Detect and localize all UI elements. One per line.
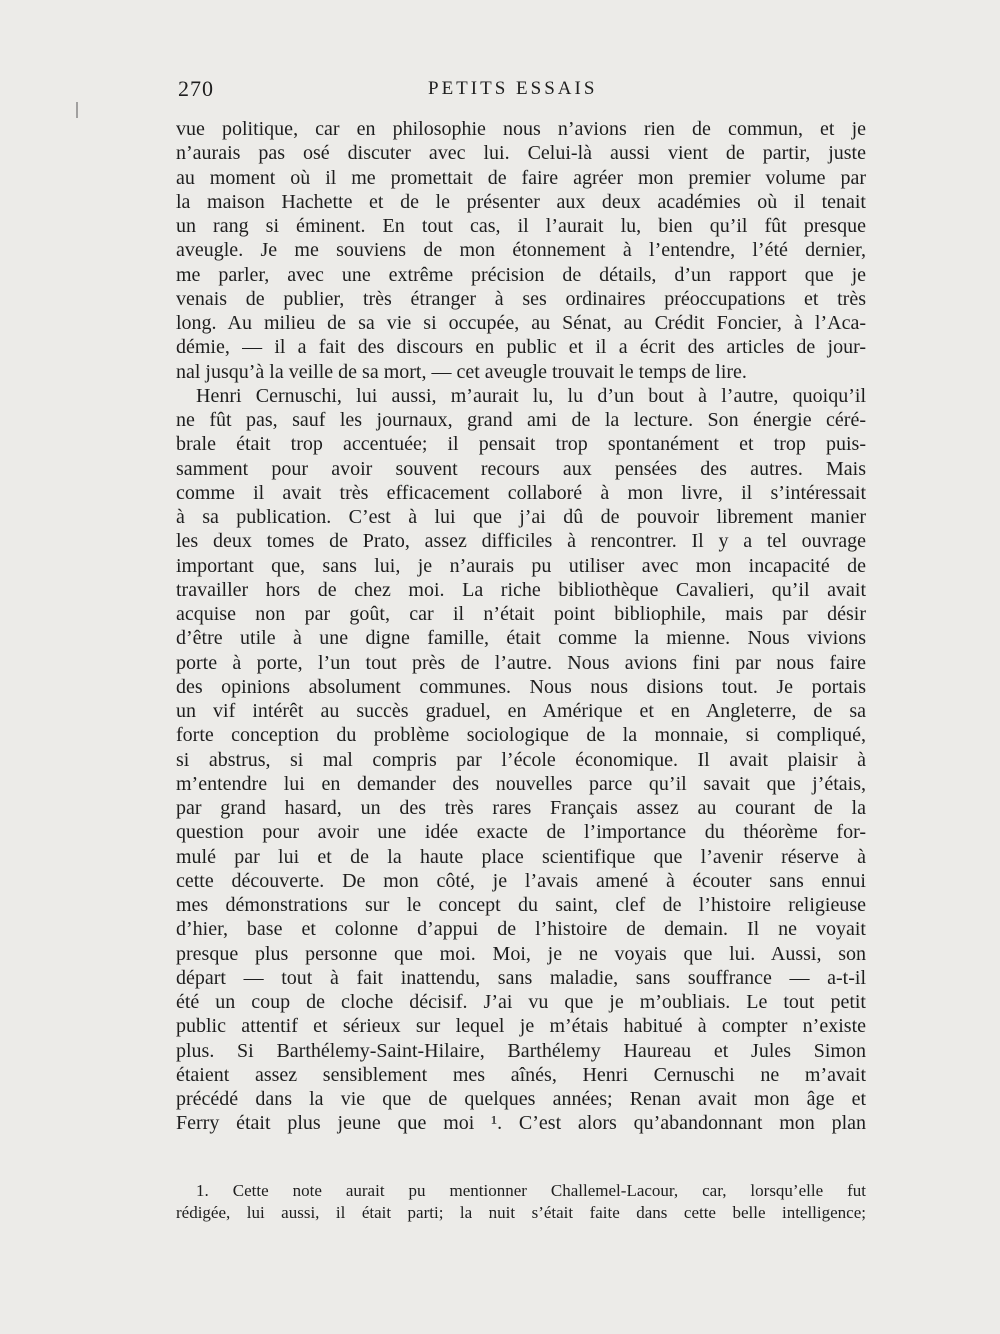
text-line: important que, sans lui, je n’aurais pu utiliser avec mon incapacité de bbox=[176, 554, 866, 577]
text-line: public attentif et sérieux sur lequel je m’étais habitué à compter n’existe bbox=[176, 1015, 866, 1038]
text-line: plus. Si Barthélemy-Saint-Hilaire, Barthélemy Haureau et Jules Simon bbox=[176, 1039, 866, 1062]
text-line: un rang si éminent. En tout cas, il l’aurait lu, bien qu’il fût presque bbox=[176, 215, 866, 237]
text-line: aveugle. Je me souviens de mon étonnement à l’entendre, l’été dernier, bbox=[176, 239, 866, 262]
text-line: ne fût pas, sauf les journaux, grand ami de la lecture. Son énergie céré- bbox=[176, 409, 866, 431]
text-line: me parler, avec une extrême précision de détails, d’un rapport que je bbox=[176, 263, 866, 286]
text-line: nal jusqu’à la veille de sa mort, — cet aveugle trouvait le temps de lire. bbox=[176, 360, 747, 383]
text-line: travailler hors de chez moi. La riche bibliothèque Cavalieri, qu’il avait bbox=[176, 578, 866, 601]
text-line: par grand hasard, un des très rares Français assez au courant de la bbox=[176, 797, 866, 819]
text-line: mes démonstrations sur le concept du saint, clef de l’histoire religieuse bbox=[176, 894, 866, 916]
text-line: d’hier, base et colonne d’appui de l’histoire de demain. Il ne voyait bbox=[176, 918, 866, 941]
text-line: n’aurais pas osé discuter avec lui. Celui-là aussi vient de partir, juste bbox=[176, 142, 866, 165]
text-line: samment pour avoir souvent recours aux pensées des autres. Mais bbox=[176, 457, 866, 480]
footnotes bbox=[176, 1180, 866, 1224]
body-text bbox=[176, 117, 866, 1136]
text-line: porte à porte, l’un tout près de l’autre. Nous avions fini par nous faire bbox=[176, 651, 866, 674]
text-line: la maison Hachette et de le présenter aux deux académies où il tenait bbox=[176, 190, 866, 213]
paragraph-start-line: Henri Cernuschi, lui aussi, m’aurait lu, lu d’un bout à l’autre, quoiqu’il bbox=[196, 384, 866, 407]
running-head: PETITS ESSAIS bbox=[428, 78, 598, 99]
text-line: venais de publier, très étranger à ses ordinaires préoccupations et très bbox=[176, 287, 866, 310]
text-line: forte conception du problème sociologique de la monnaie, si compliqué, bbox=[176, 724, 866, 747]
text-line: à sa publication. C’est à lui que j’ai dû de pouvoir librement manier bbox=[176, 506, 866, 528]
text-line: vue politique, car en philosophie nous n’avions rien de commun, et je bbox=[176, 118, 866, 140]
text-line: au moment où il me promettait de faire agréer mon premier volume par bbox=[176, 166, 866, 189]
footnote-line: rédigée, lui aussi, il était parti; la nuit s’était faite dans cette belle intelligence; bbox=[176, 1203, 866, 1222]
text-line: d’être utile à une digne famille, était comme la mienne. Nous vivions bbox=[176, 627, 866, 650]
text-line: les deux tomes de Prato, assez difficiles à rencontrer. Il y a tel ouvrage bbox=[176, 530, 866, 553]
text-line: mulé par lui et de la haute place scientifique que l’avenir réserve à bbox=[176, 845, 866, 868]
text-line: départ — tout à fait inattendu, sans maladie, sans souffrance — a-t-il bbox=[176, 966, 866, 989]
text-line: démie, — il a fait des discours en public et il a écrit des articles de jour- bbox=[176, 336, 866, 359]
text-line: comme il avait très efficacement collaboré à mon livre, il s’intéressait bbox=[176, 481, 866, 504]
text-line: brale était trop accentuée; il pensait trop spontanément et trop puis- bbox=[176, 433, 866, 456]
text-line: étaient assez sensiblement mes aînés, Henri Cernuschi ne m’avait bbox=[176, 1063, 866, 1086]
text-line: un vif intérêt au succès graduel, en Amérique et en Angleterre, de sa bbox=[176, 700, 866, 722]
text-line: si abstrus, si mal compris par l’école économique. Il avait plaisir à bbox=[176, 748, 866, 771]
text-line: acquise non par goût, car il n’était point bibliophile, mais par désir bbox=[176, 603, 866, 625]
page-number: 270 bbox=[178, 76, 214, 101]
text-line: cette découverte. De mon côté, je l’avais amené à écouter sans ennui bbox=[176, 869, 866, 892]
text-line: précédé dans la vie que de quelques années; Renan avait mon âge et bbox=[176, 1088, 866, 1110]
margin-mark bbox=[76, 102, 78, 118]
text-line: long. Au milieu de sa vie si occupée, au Sénat, au Crédit Foncier, à l’Aca- bbox=[176, 312, 866, 334]
text-line: presque plus personne que moi. Moi, je ne voyais que lui. Aussi, son bbox=[176, 942, 866, 965]
text-line: question pour avoir une idée exacte de l’importance du théorème for- bbox=[176, 821, 866, 844]
footnote-line: 1. Cette note aurait pu mentionner Challemel-Lacour, car, lorsqu’elle fut bbox=[196, 1181, 866, 1200]
page-header bbox=[178, 76, 864, 106]
text-line: des opinions absolument communes. Nous nous disions tout. Je portais bbox=[176, 675, 866, 698]
text-line: m’entendre lui en demander des nouvelles parce qu’il savait que j’étais, bbox=[176, 772, 866, 795]
text-line: été un coup de cloche décisif. J’ai vu que je m’oubliais. Le tout petit bbox=[176, 991, 866, 1013]
text-line: Ferry était plus jeune que moi ¹. C’est alors qu’abandonnant mon plan bbox=[176, 1112, 866, 1135]
